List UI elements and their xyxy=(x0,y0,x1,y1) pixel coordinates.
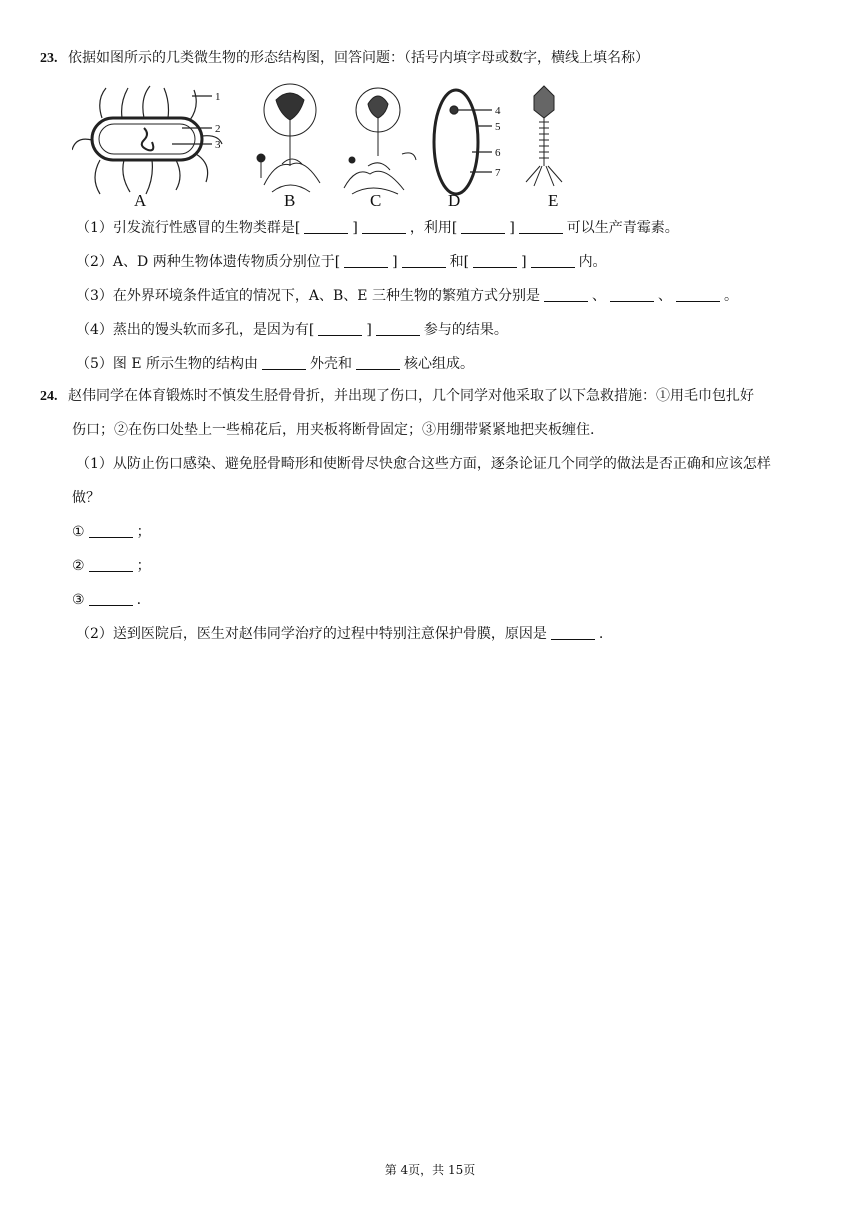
item-end: ； xyxy=(136,524,151,540)
q24-item-3 xyxy=(72,590,141,610)
q24-number: 24. xyxy=(40,389,58,404)
separator: 、 xyxy=(657,288,672,304)
q24-sub2-text: （2）送到医院后，医生对赵伟同学治疗的过程中特别注意保护骨膜，原因是 xyxy=(76,626,547,642)
bracket-close: ] xyxy=(521,254,527,270)
answer-blank[interactable] xyxy=(356,355,400,370)
answer-blank[interactable] xyxy=(262,355,306,370)
item-marker: ③ xyxy=(72,592,85,608)
q24-sub1-text-1: （1）从防止伤口感染、避免胫骨畸形和使断骨尽快愈合这些方面，逐条论证几个同学的做法是否正确和应该怎样 xyxy=(76,456,771,472)
q24-item-1 xyxy=(72,522,151,542)
q23-sub3-text-a: （3）在外界环境条件适宜的情况下，A、B、E 三种生物的繁殖方式分别是 xyxy=(76,288,540,304)
virus-diagram xyxy=(526,86,562,186)
answer-blank[interactable] xyxy=(89,557,133,572)
separator: 、 xyxy=(591,288,606,304)
bracket-close: ] xyxy=(352,220,358,236)
item-end: . xyxy=(136,592,142,608)
q23-sub3-end: 。 xyxy=(723,288,738,304)
q23-sub5-text-b: 外壳和 xyxy=(310,356,353,372)
q23-sub4 xyxy=(76,320,508,340)
answer-blank[interactable] xyxy=(344,253,388,268)
q23-sub2-text-a: （2）A、D 两种生物体遗传物质分别位于[ xyxy=(76,254,341,270)
panel-labels xyxy=(134,191,558,210)
item-end: ； xyxy=(136,558,151,574)
q23-sub5-text-c: 核心组成。 xyxy=(404,356,475,372)
answer-blank[interactable] xyxy=(362,219,406,234)
item-marker: ② xyxy=(72,558,85,574)
q24-sub2 xyxy=(76,624,603,644)
q23-stem xyxy=(40,48,649,69)
answer-blank[interactable] xyxy=(461,219,505,234)
page-footer: 第 4页，共 15页 xyxy=(384,1163,476,1177)
microorganism-figure xyxy=(72,80,592,210)
q23-sub1-text-b: ，利用[ xyxy=(409,220,458,236)
part-number-7: 7 xyxy=(495,167,501,179)
q23-sub2 xyxy=(76,252,607,272)
part-number-2: 2 xyxy=(215,123,221,135)
panel-label-c: C xyxy=(370,191,382,210)
q24-sub1-text-2: 做？ xyxy=(72,490,100,506)
q23-sub5 xyxy=(76,354,474,374)
answer-blank[interactable] xyxy=(402,253,446,268)
q23-sub3 xyxy=(76,286,738,306)
answer-blank[interactable] xyxy=(610,287,654,302)
answer-blank[interactable] xyxy=(318,321,362,336)
item-marker: ① xyxy=(72,524,85,540)
q24-stem-text-2: 伤口；②在伤口处垫上一些棉花后，用夹板将断骨固定；③用绷带紧紧地把夹板缠住. xyxy=(72,422,595,438)
q23-sub1 xyxy=(76,218,679,238)
part-number-4: 4 xyxy=(495,105,501,117)
q24-stem-line2 xyxy=(72,420,594,440)
part-number-3: 3 xyxy=(215,139,221,151)
answer-blank[interactable] xyxy=(89,523,133,538)
q23-sub2-text-b: 和[ xyxy=(449,254,470,270)
bracket-close: ] xyxy=(392,254,398,270)
q23-number: 23. xyxy=(40,51,58,66)
panel-b-diagram xyxy=(257,84,320,192)
q24-sub2-end: . xyxy=(598,626,604,642)
q24-sub1-line1 xyxy=(76,454,771,474)
panel-label-a: A xyxy=(134,191,147,210)
q24-stem-text-1: 赵伟同学在体育锻炼时不慎发生胫骨骨折，并出现了伤口，几个同学对他采取了以下急救措施：①用毛巾包扎好 xyxy=(67,388,754,404)
q23-sub1-text-a: （1）引发流行性感冒的生物类群是[ xyxy=(76,220,301,236)
q23-sub5-text-a: （5）图 E 所示生物的结构由 xyxy=(76,356,259,372)
panel-label-b: B xyxy=(284,191,296,210)
answer-blank[interactable] xyxy=(473,253,517,268)
answer-blank[interactable] xyxy=(676,287,720,302)
yeast-cell-diagram xyxy=(434,90,492,194)
answer-blank[interactable] xyxy=(519,219,563,234)
q23-sub4-text-b: 参与的结果。 xyxy=(423,322,508,338)
q24-sub1-line2 xyxy=(72,488,100,508)
answer-blank[interactable] xyxy=(376,321,420,336)
q23-stem-text: 依据如图所示的几类微生物的形态结构图，回答问题：（括号内填字母或数字，横线上填名称） xyxy=(67,50,649,66)
part-number-labels xyxy=(215,91,501,179)
bacterium-diagram xyxy=(72,86,222,194)
part-number-6: 6 xyxy=(495,147,501,159)
answer-blank[interactable] xyxy=(544,287,588,302)
answer-blank[interactable] xyxy=(304,219,348,234)
answer-blank[interactable] xyxy=(89,591,133,606)
q23-sub2-text-c: 内。 xyxy=(578,254,607,270)
q23-sub4-text-a: （4）蒸出的馒头软而多孔，是因为有[ xyxy=(76,322,315,338)
answer-blank[interactable] xyxy=(551,625,595,640)
q23-sub1-text-c: 可以生产青霉素。 xyxy=(566,220,679,236)
bracket-close: ] xyxy=(509,220,515,236)
panel-label-d: D xyxy=(448,191,461,210)
panel-label-e: E xyxy=(548,191,559,210)
bracket-close: ] xyxy=(366,322,372,338)
q24-item-2 xyxy=(72,556,151,576)
answer-blank[interactable] xyxy=(531,253,575,268)
part-number-1: 1 xyxy=(215,91,221,103)
q24-stem-line1 xyxy=(40,386,754,407)
part-number-5: 5 xyxy=(495,121,501,133)
panel-c-diagram xyxy=(344,88,416,194)
